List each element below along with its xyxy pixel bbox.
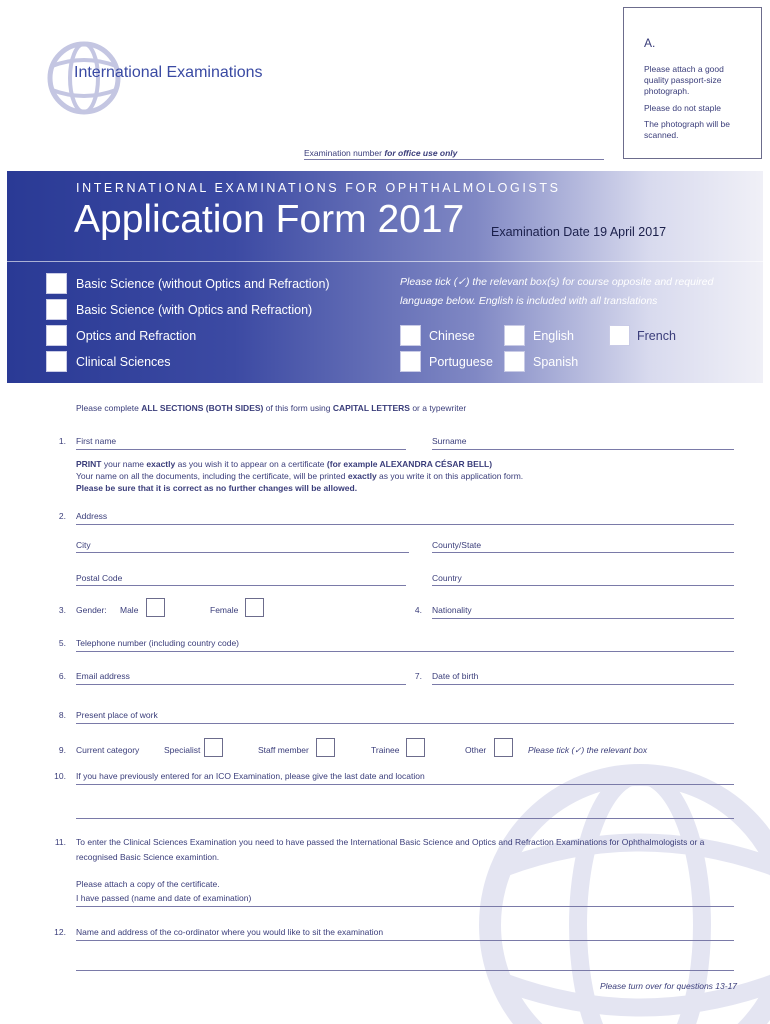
city-field[interactable] bbox=[76, 552, 409, 553]
course-checkbox-basic-without[interactable] bbox=[46, 273, 67, 294]
q12-field-2[interactable] bbox=[76, 970, 734, 971]
q11-number: 11. bbox=[54, 837, 66, 847]
intro-text: Please complete ALL SECTIONS (BOTH SIDES) of this form using CAPITAL LETTERS or a typewriter bbox=[76, 403, 467, 413]
q8-number: 8. bbox=[58, 710, 66, 720]
q4-number: 4. bbox=[414, 605, 422, 615]
nationality-field[interactable] bbox=[432, 618, 734, 619]
country-label: Country bbox=[432, 573, 462, 583]
telephone-field[interactable] bbox=[76, 651, 734, 652]
lang-checkbox-chinese[interactable] bbox=[400, 325, 421, 346]
course-checkbox-optics[interactable] bbox=[46, 325, 67, 346]
banner-subtitle: INTERNATIONAL EXAMINATIONS FOR OPHTHALMOLOGISTS bbox=[76, 181, 561, 195]
photo-box bbox=[623, 7, 762, 159]
gender-label: Gender: bbox=[76, 605, 107, 615]
banner-instruction-line1: Please tick (✓) the relevant box(s) for course opposite and required bbox=[400, 276, 714, 288]
photo-box-instructions: Please attach a good quality passport-size photograph. bbox=[644, 64, 724, 96]
photo-box-scanned: The photograph will be scanned. bbox=[644, 119, 731, 140]
lang-checkbox-portuguese[interactable] bbox=[400, 351, 421, 372]
q3-number: 3. bbox=[58, 605, 66, 615]
country-field[interactable] bbox=[432, 585, 734, 586]
q2-number: 2. bbox=[58, 511, 66, 521]
course-option-clinical: Clinical Sciences bbox=[76, 355, 171, 369]
course-checkbox-clinical[interactable] bbox=[46, 351, 67, 372]
email-field[interactable] bbox=[76, 684, 406, 685]
print-instruction: PRINT your name exactly as you wish it to appear on a certificate (for example ALEXANDRA CÉSAR BELL) bbox=[76, 459, 493, 469]
dob-label: Date of birth bbox=[432, 671, 479, 681]
staff-checkbox[interactable] bbox=[316, 738, 335, 757]
q7-number: 7. bbox=[414, 671, 422, 681]
exam-number-label bbox=[304, 148, 457, 158]
other-checkbox[interactable] bbox=[494, 738, 513, 757]
q10-label: If you have previously entered for an ICO Examination, please give the last date and location bbox=[76, 771, 425, 781]
course-option-optics: Optics and Refraction bbox=[76, 329, 197, 343]
work-field[interactable] bbox=[76, 723, 734, 724]
male-label: Male bbox=[120, 605, 139, 615]
q11-passed-label: I have passed (name and date of examination) bbox=[76, 893, 252, 903]
address-label: Address bbox=[76, 511, 108, 521]
county-label: County/State bbox=[432, 540, 482, 550]
course-option-basic-without: Basic Science (without Optics and Refraction) bbox=[76, 277, 330, 291]
footer-note: Please turn over for questions 13-17 bbox=[600, 981, 738, 991]
lang-french: French bbox=[637, 329, 676, 343]
banner-divider bbox=[7, 261, 763, 262]
q12-label: Name and address of the co-ordinator where you would like to sit the examination bbox=[76, 927, 384, 937]
postal-field[interactable] bbox=[76, 585, 406, 586]
q5-number: 5. bbox=[58, 638, 66, 648]
lang-portuguese: Portuguese bbox=[429, 355, 493, 369]
q12-field-1[interactable] bbox=[76, 940, 734, 941]
lang-english: English bbox=[533, 329, 574, 343]
address-field[interactable] bbox=[76, 524, 734, 525]
postal-label: Postal Code bbox=[76, 573, 123, 583]
lang-spanish: Spanish bbox=[533, 355, 579, 369]
work-label: Present place of work bbox=[76, 710, 158, 720]
lang-checkbox-spanish[interactable] bbox=[504, 351, 525, 372]
lang-checkbox-english[interactable] bbox=[504, 325, 525, 346]
nationality-label: Nationality bbox=[432, 605, 472, 615]
email-label: Email address bbox=[76, 671, 130, 681]
org-name: International Examinations bbox=[74, 64, 263, 81]
form-title: Application Form 2017 bbox=[74, 198, 465, 241]
tick-note: Please tick (✓) the relevant box bbox=[528, 745, 648, 755]
banner-instruction-line2: language below. English is included with all translations bbox=[400, 295, 658, 307]
female-label: Female bbox=[210, 605, 239, 615]
course-checkbox-basic-with[interactable] bbox=[46, 299, 67, 320]
exam-date: Examination Date 19 April 2017 bbox=[491, 225, 667, 239]
print-instruction-3: Please be sure that it is correct as no further changes will be allowed. bbox=[76, 483, 358, 493]
category-label: Current category bbox=[76, 745, 140, 755]
print-instruction-2: Your name on all the documents, including the certificate, will be printed exactly as you write it on this application form. bbox=[76, 471, 524, 481]
first-name-field[interactable] bbox=[76, 449, 406, 450]
trainee-label: Trainee bbox=[371, 745, 400, 755]
male-checkbox[interactable] bbox=[146, 598, 165, 617]
dob-field[interactable] bbox=[432, 684, 734, 685]
female-checkbox[interactable] bbox=[245, 598, 264, 617]
surname-field[interactable] bbox=[432, 449, 734, 450]
exam-number-note: for office use only bbox=[384, 148, 458, 158]
q10-number: 10. bbox=[54, 771, 66, 781]
q1-number: 1. bbox=[58, 436, 66, 446]
photo-box-no-staple: Please do not staple bbox=[644, 103, 722, 113]
lang-chinese: Chinese bbox=[429, 329, 475, 343]
specialist-checkbox[interactable] bbox=[204, 738, 223, 757]
county-field[interactable] bbox=[432, 552, 734, 553]
q11-attach: Please attach a copy of the certificate. bbox=[76, 879, 220, 889]
exam-number-field[interactable] bbox=[304, 159, 604, 160]
q12-number: 12. bbox=[54, 927, 66, 937]
q11-passed-field[interactable] bbox=[76, 906, 734, 907]
photo-box-letter: A. bbox=[644, 36, 656, 50]
q10-field-2[interactable] bbox=[76, 818, 734, 819]
course-option-basic-with: Basic Science (with Optics and Refraction) bbox=[76, 303, 313, 317]
q6-number: 6. bbox=[58, 671, 66, 681]
city-label: City bbox=[76, 540, 91, 550]
q11-text-1: To enter the Clinical Sciences Examination you need to have passed the International Basic Science and Optics and Refraction Examinations for Ophthalmologists or a bbox=[76, 837, 705, 847]
first-name-label: First name bbox=[76, 436, 117, 446]
exam-number-text: Examination number bbox=[304, 148, 382, 158]
staff-label: Staff member bbox=[258, 745, 309, 755]
q11-text-2: recognised Basic Science examintion. bbox=[76, 852, 220, 862]
trainee-checkbox[interactable] bbox=[406, 738, 425, 757]
specialist-label: Specialist bbox=[164, 745, 201, 755]
q10-field-1[interactable] bbox=[76, 784, 734, 785]
q9-number: 9. bbox=[58, 745, 66, 755]
lang-checkbox-french[interactable] bbox=[609, 325, 630, 346]
other-label: Other bbox=[465, 745, 487, 755]
telephone-label: Telephone number (including country code) bbox=[76, 638, 240, 648]
surname-label: Surname bbox=[432, 436, 467, 446]
